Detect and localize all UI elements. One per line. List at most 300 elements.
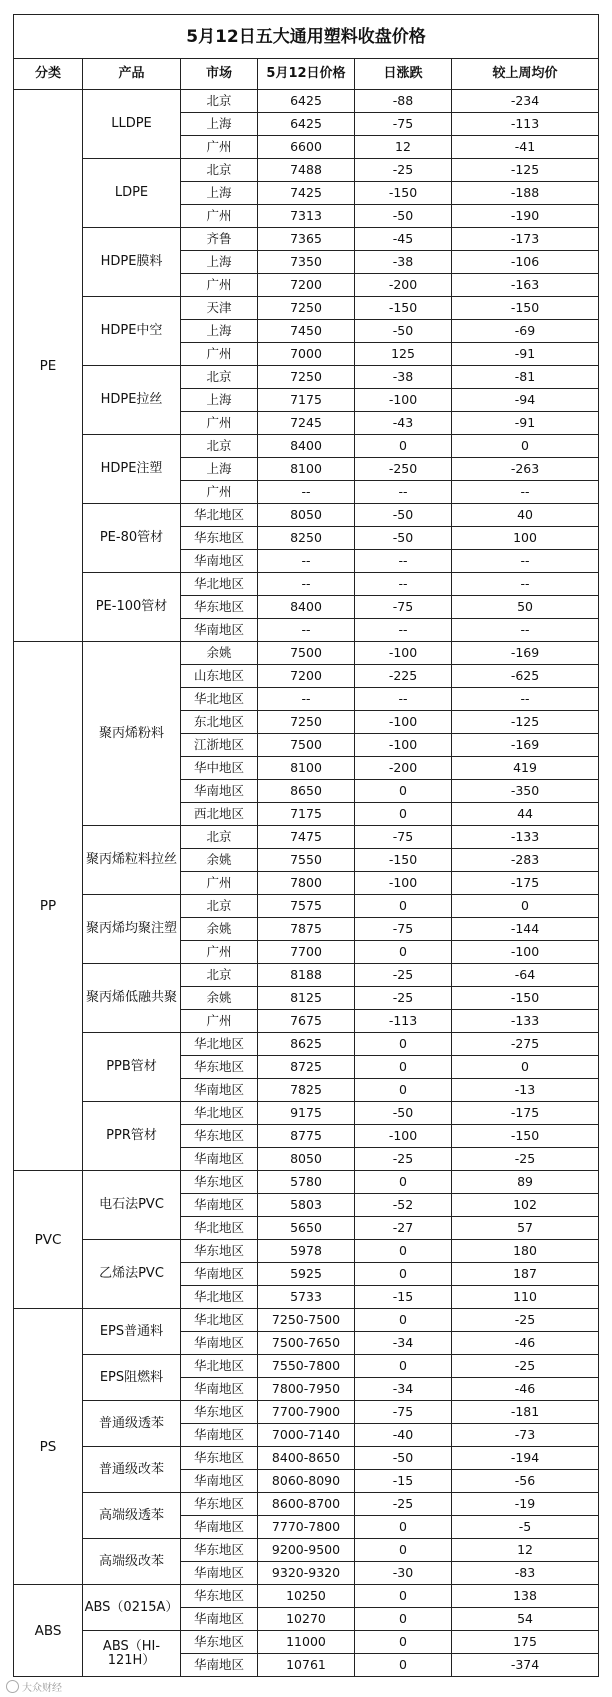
daily-change-cell: -- bbox=[355, 550, 452, 573]
market-cell: 余姚 bbox=[181, 849, 258, 872]
weekly-change-cell: -163 bbox=[452, 274, 599, 297]
price-cell: 8125 bbox=[258, 987, 355, 1010]
product-cell: 聚丙烯粒料拉丝 bbox=[83, 826, 181, 895]
price-cell: 8100 bbox=[258, 458, 355, 481]
daily-change-cell: -100 bbox=[355, 642, 452, 665]
daily-change-cell: -75 bbox=[355, 1401, 452, 1424]
weekly-change-cell: -41 bbox=[452, 136, 599, 159]
market-cell: 华东地区 bbox=[181, 1401, 258, 1424]
weekly-change-cell: 102 bbox=[452, 1194, 599, 1217]
weekly-change-cell: -125 bbox=[452, 159, 599, 182]
market-cell: 华北地区 bbox=[181, 1286, 258, 1309]
market-cell: 华北地区 bbox=[181, 1217, 258, 1240]
price-cell: 8650 bbox=[258, 780, 355, 803]
price-cell: 7450 bbox=[258, 320, 355, 343]
category-cell: ABS bbox=[14, 1585, 83, 1677]
product-cell: 普通级透苯 bbox=[83, 1401, 181, 1447]
price-cell: 5978 bbox=[258, 1240, 355, 1263]
weekly-change-cell: -81 bbox=[452, 366, 599, 389]
daily-change-cell: -27 bbox=[355, 1217, 452, 1240]
price-cell: 7313 bbox=[258, 205, 355, 228]
price-cell: 10270 bbox=[258, 1608, 355, 1631]
price-cell: -- bbox=[258, 688, 355, 711]
market-cell: 余姚 bbox=[181, 642, 258, 665]
price-cell: 9320-9320 bbox=[258, 1562, 355, 1585]
market-cell: 广州 bbox=[181, 481, 258, 504]
daily-change-cell: -150 bbox=[355, 182, 452, 205]
weekly-change-cell: -150 bbox=[452, 987, 599, 1010]
daily-change-cell: -75 bbox=[355, 918, 452, 941]
price-cell: -- bbox=[258, 573, 355, 596]
price-cell: 8188 bbox=[258, 964, 355, 987]
market-cell: 华中地区 bbox=[181, 757, 258, 780]
daily-change-cell: -50 bbox=[355, 320, 452, 343]
weekly-change-cell: -169 bbox=[452, 734, 599, 757]
product-cell: 聚丙烯低融共聚 bbox=[83, 964, 181, 1033]
weekly-change-cell: 419 bbox=[452, 757, 599, 780]
daily-change-cell: 0 bbox=[355, 1608, 452, 1631]
weekly-change-cell: 180 bbox=[452, 1240, 599, 1263]
weekly-change-cell: 0 bbox=[452, 1056, 599, 1079]
weekly-change-cell: -19 bbox=[452, 1493, 599, 1516]
daily-change-cell: -25 bbox=[355, 1493, 452, 1516]
price-cell: 5803 bbox=[258, 1194, 355, 1217]
price-cell: 8400-8650 bbox=[258, 1447, 355, 1470]
market-cell: 华东地区 bbox=[181, 1493, 258, 1516]
weekly-change-cell: -350 bbox=[452, 780, 599, 803]
market-cell: 华北地区 bbox=[181, 1033, 258, 1056]
weekly-change-cell: -- bbox=[452, 688, 599, 711]
table-row bbox=[14, 1631, 599, 1654]
market-cell: 余姚 bbox=[181, 987, 258, 1010]
weekly-change-cell: -83 bbox=[452, 1562, 599, 1585]
daily-change-cell: -25 bbox=[355, 1148, 452, 1171]
price-cell: 7250 bbox=[258, 366, 355, 389]
daily-change-cell: -34 bbox=[355, 1378, 452, 1401]
weekly-change-cell: 175 bbox=[452, 1631, 599, 1654]
daily-change-cell: 0 bbox=[355, 1240, 452, 1263]
weekly-change-cell: -144 bbox=[452, 918, 599, 941]
price-cell: -- bbox=[258, 481, 355, 504]
product-cell: EPS普通料 bbox=[83, 1309, 181, 1355]
price-cell: -- bbox=[258, 550, 355, 573]
price-cell: 7175 bbox=[258, 803, 355, 826]
watermark-logo-icon bbox=[6, 1680, 19, 1693]
table-row bbox=[14, 366, 599, 389]
table-row bbox=[14, 1309, 599, 1332]
product-cell: PPB管材 bbox=[83, 1033, 181, 1102]
daily-change-cell: -52 bbox=[355, 1194, 452, 1217]
market-cell: 天津 bbox=[181, 297, 258, 320]
market-cell: 华东地区 bbox=[181, 1056, 258, 1079]
table-row bbox=[14, 642, 599, 665]
price-cell: 7365 bbox=[258, 228, 355, 251]
weekly-change-cell: -133 bbox=[452, 826, 599, 849]
market-cell: 广州 bbox=[181, 872, 258, 895]
weekly-change-cell: 110 bbox=[452, 1286, 599, 1309]
product-cell: LLDPE bbox=[83, 90, 181, 159]
header-weekly-change: 较上周均价 bbox=[452, 59, 599, 90]
market-cell: 北京 bbox=[181, 895, 258, 918]
weekly-change-cell: -- bbox=[452, 619, 599, 642]
weekly-change-cell: -150 bbox=[452, 1125, 599, 1148]
daily-change-cell: -75 bbox=[355, 113, 452, 136]
header-market: 市场 bbox=[181, 59, 258, 90]
market-cell: 华南地区 bbox=[181, 1654, 258, 1677]
product-cell: 乙烯法PVC bbox=[83, 1240, 181, 1309]
price-cell: 8400 bbox=[258, 435, 355, 458]
daily-change-cell: -38 bbox=[355, 251, 452, 274]
daily-change-cell: -25 bbox=[355, 987, 452, 1010]
daily-change-cell: -38 bbox=[355, 366, 452, 389]
product-cell: 聚丙烯粉料 bbox=[83, 642, 181, 826]
market-cell: 华北地区 bbox=[181, 1355, 258, 1378]
weekly-change-cell: 50 bbox=[452, 596, 599, 619]
market-cell: 华东地区 bbox=[181, 527, 258, 550]
price-cell: 6425 bbox=[258, 113, 355, 136]
price-cell: 8600-8700 bbox=[258, 1493, 355, 1516]
price-cell: 5733 bbox=[258, 1286, 355, 1309]
weekly-change-cell: -5 bbox=[452, 1516, 599, 1539]
daily-change-cell: -75 bbox=[355, 596, 452, 619]
price-table bbox=[13, 14, 599, 1677]
daily-change-cell: -100 bbox=[355, 872, 452, 895]
price-cell: 8050 bbox=[258, 504, 355, 527]
product-cell: PE-80管材 bbox=[83, 504, 181, 573]
price-cell: 5780 bbox=[258, 1171, 355, 1194]
daily-change-cell: -100 bbox=[355, 1125, 452, 1148]
daily-change-cell: 0 bbox=[355, 435, 452, 458]
daily-change-cell: -15 bbox=[355, 1286, 452, 1309]
daily-change-cell: -100 bbox=[355, 711, 452, 734]
header-product: 产品 bbox=[83, 59, 181, 90]
daily-change-cell: 0 bbox=[355, 1631, 452, 1654]
market-cell: 华南地区 bbox=[181, 1608, 258, 1631]
daily-change-cell: 0 bbox=[355, 1079, 452, 1102]
market-cell: 华南地区 bbox=[181, 1562, 258, 1585]
market-cell: 余姚 bbox=[181, 918, 258, 941]
market-cell: 上海 bbox=[181, 251, 258, 274]
market-cell: 广州 bbox=[181, 343, 258, 366]
market-cell: 华东地区 bbox=[181, 1125, 258, 1148]
daily-change-cell: -100 bbox=[355, 734, 452, 757]
market-cell: 上海 bbox=[181, 182, 258, 205]
daily-change-cell: -40 bbox=[355, 1424, 452, 1447]
weekly-change-cell: -73 bbox=[452, 1424, 599, 1447]
daily-change-cell: 0 bbox=[355, 1585, 452, 1608]
daily-change-cell: -200 bbox=[355, 757, 452, 780]
category-cell: PVC bbox=[14, 1171, 83, 1309]
daily-change-cell: 0 bbox=[355, 1539, 452, 1562]
weekly-change-cell: -64 bbox=[452, 964, 599, 987]
product-cell: HDPE注塑 bbox=[83, 435, 181, 504]
price-cell: 7175 bbox=[258, 389, 355, 412]
weekly-change-cell: -69 bbox=[452, 320, 599, 343]
price-cell: 6425 bbox=[258, 90, 355, 113]
table-row bbox=[14, 1401, 599, 1424]
price-cell: 8625 bbox=[258, 1033, 355, 1056]
daily-change-cell: -25 bbox=[355, 159, 452, 182]
weekly-change-cell: -100 bbox=[452, 941, 599, 964]
price-cell: 7550 bbox=[258, 849, 355, 872]
weekly-change-cell: -175 bbox=[452, 872, 599, 895]
daily-change-cell: 0 bbox=[355, 1309, 452, 1332]
table-row bbox=[14, 1585, 599, 1608]
category-cell: PS bbox=[14, 1309, 83, 1585]
product-cell: HDPE膜料 bbox=[83, 228, 181, 297]
market-cell: 上海 bbox=[181, 320, 258, 343]
product-cell: HDPE中空 bbox=[83, 297, 181, 366]
market-cell: 华北地区 bbox=[181, 1309, 258, 1332]
price-cell: 7475 bbox=[258, 826, 355, 849]
market-cell: 华南地区 bbox=[181, 1378, 258, 1401]
daily-change-cell: 0 bbox=[355, 1355, 452, 1378]
weekly-change-cell: -91 bbox=[452, 412, 599, 435]
market-cell: 华东地区 bbox=[181, 596, 258, 619]
weekly-change-cell: -- bbox=[452, 481, 599, 504]
product-cell: 高端级透苯 bbox=[83, 1493, 181, 1539]
table-row bbox=[14, 1102, 599, 1125]
weekly-change-cell: 54 bbox=[452, 1608, 599, 1631]
market-cell: 广州 bbox=[181, 274, 258, 297]
market-cell: 华南地区 bbox=[181, 1424, 258, 1447]
market-cell: 华北地区 bbox=[181, 504, 258, 527]
price-cell: 8060-8090 bbox=[258, 1470, 355, 1493]
market-cell: 齐鲁 bbox=[181, 228, 258, 251]
table-row bbox=[14, 964, 599, 987]
market-cell: 华南地区 bbox=[181, 550, 258, 573]
weekly-change-cell: -125 bbox=[452, 711, 599, 734]
price-cell: 7200 bbox=[258, 665, 355, 688]
product-cell: EPS阻燃料 bbox=[83, 1355, 181, 1401]
daily-change-cell: -225 bbox=[355, 665, 452, 688]
price-cell: 7550-7800 bbox=[258, 1355, 355, 1378]
weekly-change-cell: -169 bbox=[452, 642, 599, 665]
price-cell: 8775 bbox=[258, 1125, 355, 1148]
market-cell: 华北地区 bbox=[181, 1102, 258, 1125]
daily-change-cell: -113 bbox=[355, 1010, 452, 1033]
market-cell: 上海 bbox=[181, 389, 258, 412]
price-cell: 7500-7650 bbox=[258, 1332, 355, 1355]
weekly-change-cell: -625 bbox=[452, 665, 599, 688]
daily-change-cell: -50 bbox=[355, 1102, 452, 1125]
weekly-change-cell: -190 bbox=[452, 205, 599, 228]
market-cell: 广州 bbox=[181, 941, 258, 964]
weekly-change-cell: -25 bbox=[452, 1148, 599, 1171]
weekly-change-cell: -181 bbox=[452, 1401, 599, 1424]
weekly-change-cell: -263 bbox=[452, 458, 599, 481]
market-cell: 华北地区 bbox=[181, 573, 258, 596]
price-cell: 7800 bbox=[258, 872, 355, 895]
daily-change-cell: 0 bbox=[355, 780, 452, 803]
market-cell: 华南地区 bbox=[181, 1516, 258, 1539]
price-cell: 7500 bbox=[258, 642, 355, 665]
weekly-change-cell: -106 bbox=[452, 251, 599, 274]
market-cell: 华北地区 bbox=[181, 688, 258, 711]
daily-change-cell: -- bbox=[355, 619, 452, 642]
price-cell: 10250 bbox=[258, 1585, 355, 1608]
daily-change-cell: -250 bbox=[355, 458, 452, 481]
header-category: 分类 bbox=[14, 59, 83, 90]
daily-change-cell: -50 bbox=[355, 1447, 452, 1470]
product-cell: 电石法PVC bbox=[83, 1171, 181, 1240]
weekly-change-cell: -188 bbox=[452, 182, 599, 205]
table-row bbox=[14, 573, 599, 596]
price-cell: 9175 bbox=[258, 1102, 355, 1125]
table-row bbox=[14, 1033, 599, 1056]
product-cell: PPR管材 bbox=[83, 1102, 181, 1171]
market-cell: 华南地区 bbox=[181, 1470, 258, 1493]
market-cell: 华东地区 bbox=[181, 1171, 258, 1194]
price-cell: 7000 bbox=[258, 343, 355, 366]
watermark-text: 大众财经 bbox=[22, 1683, 62, 1694]
product-cell: 高端级改苯 bbox=[83, 1539, 181, 1585]
daily-change-cell: -43 bbox=[355, 412, 452, 435]
weekly-change-cell: -25 bbox=[452, 1309, 599, 1332]
header-daily-change: 日涨跌 bbox=[355, 59, 452, 90]
price-cell: 11000 bbox=[258, 1631, 355, 1654]
daily-change-cell: 125 bbox=[355, 343, 452, 366]
market-cell: 北京 bbox=[181, 90, 258, 113]
table-row bbox=[14, 1171, 599, 1194]
daily-change-cell: -50 bbox=[355, 205, 452, 228]
daily-change-cell: -30 bbox=[355, 1562, 452, 1585]
daily-change-cell: -50 bbox=[355, 527, 452, 550]
market-cell: 北京 bbox=[181, 159, 258, 182]
weekly-change-cell: -56 bbox=[452, 1470, 599, 1493]
table-row bbox=[14, 159, 599, 182]
daily-change-cell: -15 bbox=[355, 1470, 452, 1493]
table-row bbox=[14, 826, 599, 849]
table-row bbox=[14, 297, 599, 320]
daily-change-cell: -150 bbox=[355, 849, 452, 872]
market-cell: 华东地区 bbox=[181, 1240, 258, 1263]
market-cell: 上海 bbox=[181, 458, 258, 481]
product-cell: 普通级改苯 bbox=[83, 1447, 181, 1493]
price-cell: 5650 bbox=[258, 1217, 355, 1240]
daily-change-cell: -88 bbox=[355, 90, 452, 113]
market-cell: 华东地区 bbox=[181, 1585, 258, 1608]
table-row bbox=[14, 1539, 599, 1562]
product-cell: PE-100管材 bbox=[83, 573, 181, 642]
market-cell: 上海 bbox=[181, 113, 258, 136]
market-cell: 北京 bbox=[181, 366, 258, 389]
price-cell: 5925 bbox=[258, 1263, 355, 1286]
price-cell: 7250 bbox=[258, 711, 355, 734]
market-cell: 广州 bbox=[181, 136, 258, 159]
price-cell: 7200 bbox=[258, 274, 355, 297]
weekly-change-cell: -234 bbox=[452, 90, 599, 113]
daily-change-cell: 0 bbox=[355, 1033, 452, 1056]
price-cell: 7700 bbox=[258, 941, 355, 964]
market-cell: 华东地区 bbox=[181, 1539, 258, 1562]
daily-change-cell: 0 bbox=[355, 1056, 452, 1079]
price-cell: 7500 bbox=[258, 734, 355, 757]
price-cell: 7488 bbox=[258, 159, 355, 182]
daily-change-cell: -- bbox=[355, 481, 452, 504]
weekly-change-cell: -46 bbox=[452, 1378, 599, 1401]
market-cell: 江浙地区 bbox=[181, 734, 258, 757]
table-row bbox=[14, 1493, 599, 1516]
price-cell: 6600 bbox=[258, 136, 355, 159]
market-cell: 华南地区 bbox=[181, 1263, 258, 1286]
product-cell: LDPE bbox=[83, 159, 181, 228]
daily-change-cell: -25 bbox=[355, 964, 452, 987]
weekly-change-cell: -173 bbox=[452, 228, 599, 251]
product-cell: HDPE拉丝 bbox=[83, 366, 181, 435]
daily-change-cell: -200 bbox=[355, 274, 452, 297]
price-cell: 8400 bbox=[258, 596, 355, 619]
price-cell: 8050 bbox=[258, 1148, 355, 1171]
table-row bbox=[14, 90, 599, 113]
market-cell: 华南地区 bbox=[181, 619, 258, 642]
table-body bbox=[14, 90, 599, 1677]
price-cell: 7875 bbox=[258, 918, 355, 941]
weekly-change-cell: 138 bbox=[452, 1585, 599, 1608]
daily-change-cell: 0 bbox=[355, 1171, 452, 1194]
market-cell: 东北地区 bbox=[181, 711, 258, 734]
daily-change-cell: 0 bbox=[355, 895, 452, 918]
market-cell: 北京 bbox=[181, 964, 258, 987]
price-cell: 8725 bbox=[258, 1056, 355, 1079]
market-cell: 广州 bbox=[181, 205, 258, 228]
market-cell: 山东地区 bbox=[181, 665, 258, 688]
market-cell: 华南地区 bbox=[181, 1079, 258, 1102]
header-row bbox=[14, 59, 599, 90]
weekly-change-cell: -- bbox=[452, 573, 599, 596]
category-cell: PE bbox=[14, 90, 83, 642]
price-cell: 9200-9500 bbox=[258, 1539, 355, 1562]
product-cell: ABS（0215A） bbox=[83, 1585, 181, 1631]
daily-change-cell: -- bbox=[355, 688, 452, 711]
weekly-change-cell: 40 bbox=[452, 504, 599, 527]
header-price: 5月12日价格 bbox=[258, 59, 355, 90]
table-row bbox=[14, 1240, 599, 1263]
weekly-change-cell: -- bbox=[452, 550, 599, 573]
price-cell: 7770-7800 bbox=[258, 1516, 355, 1539]
price-cell: 7250-7500 bbox=[258, 1309, 355, 1332]
weekly-change-cell: 12 bbox=[452, 1539, 599, 1562]
price-cell: 8250 bbox=[258, 527, 355, 550]
daily-change-cell: 0 bbox=[355, 803, 452, 826]
weekly-change-cell: -94 bbox=[452, 389, 599, 412]
price-cell: 10761 bbox=[258, 1654, 355, 1677]
price-cell: 7250 bbox=[258, 297, 355, 320]
market-cell: 华东地区 bbox=[181, 1447, 258, 1470]
table-row bbox=[14, 1355, 599, 1378]
watermark bbox=[6, 1679, 62, 1694]
price-cell: 7245 bbox=[258, 412, 355, 435]
table-row bbox=[14, 228, 599, 251]
product-cell: ABS（HI-121H） bbox=[83, 1631, 181, 1677]
daily-change-cell: -- bbox=[355, 573, 452, 596]
table-row bbox=[14, 435, 599, 458]
weekly-change-cell: 100 bbox=[452, 527, 599, 550]
daily-change-cell: 12 bbox=[355, 136, 452, 159]
table-row bbox=[14, 504, 599, 527]
market-cell: 北京 bbox=[181, 826, 258, 849]
weekly-change-cell: -374 bbox=[452, 1654, 599, 1677]
price-cell: 7800-7950 bbox=[258, 1378, 355, 1401]
weekly-change-cell: -194 bbox=[452, 1447, 599, 1470]
product-cell: 聚丙烯均聚注塑 bbox=[83, 895, 181, 964]
table-row bbox=[14, 895, 599, 918]
category-cell: PP bbox=[14, 642, 83, 1171]
weekly-change-cell: -13 bbox=[452, 1079, 599, 1102]
weekly-change-cell: -113 bbox=[452, 113, 599, 136]
weekly-change-cell: 0 bbox=[452, 895, 599, 918]
market-cell: 华东地区 bbox=[181, 1631, 258, 1654]
